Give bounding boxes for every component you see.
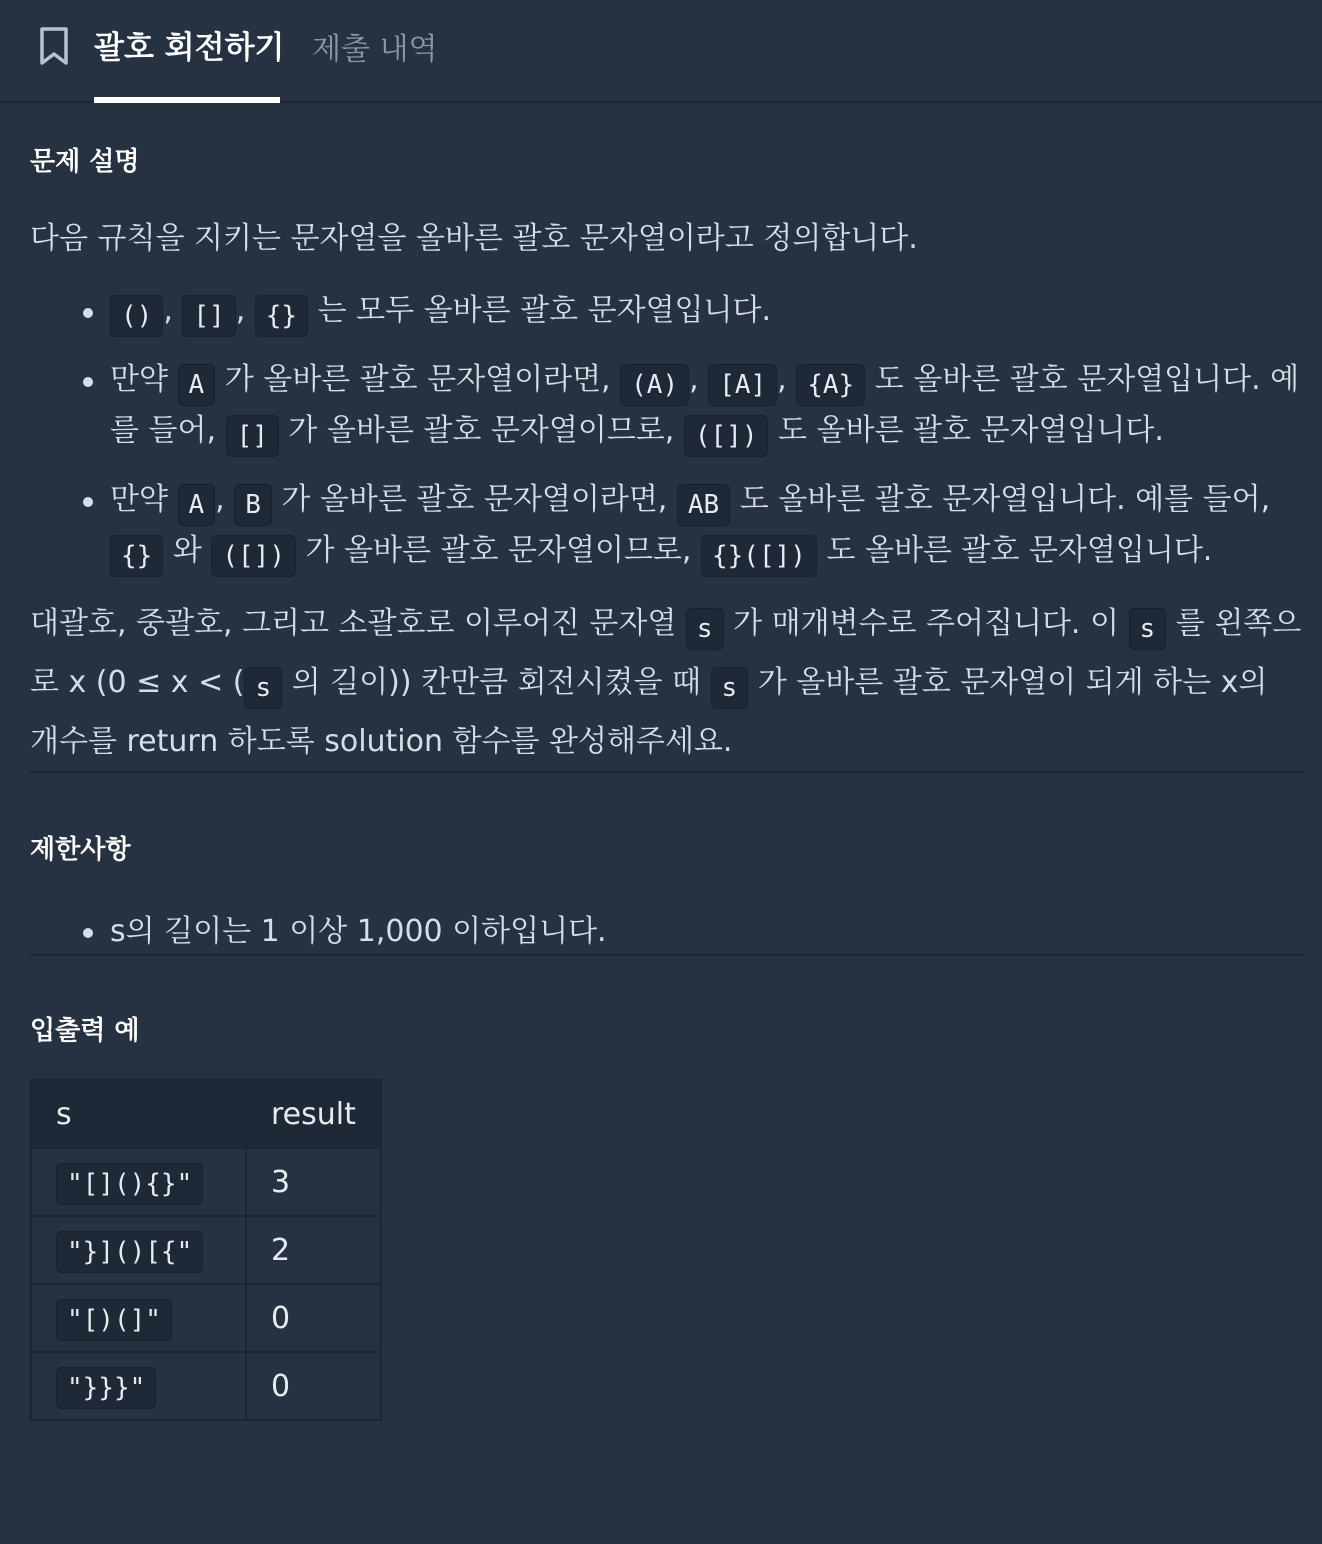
code-snippet: [] — [226, 415, 279, 457]
text-span: 대괄호, 중괄호, 그리고 소괄호로 이루어진 문자열 — [30, 606, 686, 641]
section-divider — [30, 771, 1304, 773]
code-snippet: [A] — [708, 364, 777, 406]
code-snippet: {} — [110, 535, 163, 577]
code-snippet: A — [178, 484, 216, 526]
code-snippet: [] — [182, 295, 235, 337]
text-span: 를 왼쪽으로 x (0 ≤ x < ( — [30, 606, 1302, 700]
table-cell-result: 3 — [246, 1148, 381, 1216]
limits-list — [30, 910, 1304, 954]
code-snippet: ([]) — [684, 415, 769, 457]
text-span: , — [235, 293, 255, 328]
table-row — [31, 1352, 381, 1420]
text-span: 도 올바른 괄호 문자열입니다. 예를 들어, — [110, 362, 1300, 448]
code-snippet: "}]()[{" — [56, 1231, 203, 1273]
table-row — [31, 1284, 381, 1352]
code-snippet: "[](){}" — [56, 1163, 203, 1205]
text-span: 가 올바른 괄호 문자열이므로, — [296, 533, 701, 568]
rule-item-2 — [110, 355, 1304, 457]
code-snippet: {A} — [796, 364, 865, 406]
text-span: 와 — [163, 533, 212, 568]
bookmark-icon[interactable] — [38, 26, 70, 66]
code-snippet: s — [244, 667, 282, 709]
table-cell-s — [31, 1148, 246, 1216]
tab-submissions[interactable]: 제출 내역 — [312, 32, 438, 67]
text-span: , — [163, 293, 183, 328]
code-snippet: "[)(]" — [56, 1299, 172, 1341]
text-span: , — [777, 362, 797, 397]
table-cell-result: 2 — [246, 1216, 381, 1284]
text-span: 도 올바른 괄호 문자열입니다. — [768, 413, 1164, 448]
code-snippet: B — [234, 484, 272, 526]
code-snippet: ([]) — [211, 535, 296, 577]
code-snippet: {} — [255, 295, 308, 337]
text-span: , — [689, 362, 709, 397]
text-span: 가 올바른 괄호 문자열이라면, — [271, 482, 677, 517]
code-snippet: "}}}" — [56, 1367, 156, 1409]
table-cell-s — [31, 1284, 246, 1352]
examples-title: 입출력 예 — [30, 1016, 140, 1046]
text-span: 만약 — [110, 482, 178, 517]
rule-item-3 — [110, 475, 1304, 577]
text-span: 가 매개변수로 주어집니다. 이 — [723, 606, 1129, 641]
table-cell-s — [31, 1352, 246, 1420]
rule-item-1 — [110, 286, 1304, 337]
section-divider — [30, 954, 1304, 956]
tab-bar — [0, 0, 1322, 103]
code-snippet: (A) — [620, 364, 689, 406]
text-span: 가 올바른 괄호 문자열이므로, — [278, 413, 684, 448]
text-span: 만약 — [110, 362, 178, 397]
text-span: 도 올바른 괄호 문자열입니다. 예를 들어, — [730, 482, 1271, 517]
rule-list — [30, 286, 1304, 577]
column-header-s: s — [31, 1080, 246, 1148]
limits-title: 제한사항 — [30, 835, 131, 865]
text-span: , — [215, 482, 235, 517]
text-span: 도 올바른 괄호 문자열입니다. — [816, 533, 1213, 568]
description-title: 문제 설명 — [30, 147, 140, 177]
examples-table — [30, 1079, 382, 1421]
limit-item: s의 길이는 1 이상 1,000 이하입니다. — [110, 910, 1304, 954]
table-cell-result: 0 — [246, 1284, 381, 1352]
code-snippet: s — [686, 608, 724, 650]
tab-problem[interactable]: 괄호 회전하기 — [94, 22, 280, 103]
table-row — [31, 1148, 381, 1216]
code-snippet: AB — [677, 484, 730, 526]
problem-content — [0, 141, 1322, 1421]
text-span: 의 길이)) 칸만큼 회전시켰을 때 — [282, 665, 711, 700]
code-snippet: s — [1129, 608, 1167, 650]
code-snippet: s — [711, 667, 749, 709]
code-snippet: A — [178, 364, 216, 406]
table-cell-s — [31, 1216, 246, 1284]
text-span: 가 올바른 괄호 문자열이 되게 하는 x의 개수를 return 하도록 solution 함수를 완성해주세요. — [30, 665, 1268, 759]
code-snippet: () — [110, 295, 163, 337]
table-cell-result: 0 — [246, 1352, 381, 1420]
table-row — [31, 1216, 381, 1284]
column-header-result: result — [246, 1080, 381, 1148]
code-snippet: {}([]) — [701, 535, 817, 577]
table-header-row — [31, 1080, 381, 1148]
description-lead: 다음 규칙을 지키는 문자열을 올바른 괄호 문자열이라고 정의합니다. — [30, 221, 918, 256]
text-span: 는 모두 올바른 괄호 문자열입니다. — [308, 293, 772, 328]
text-span: 가 올바른 괄호 문자열이라면, — [215, 362, 621, 397]
description-body — [30, 595, 1304, 771]
